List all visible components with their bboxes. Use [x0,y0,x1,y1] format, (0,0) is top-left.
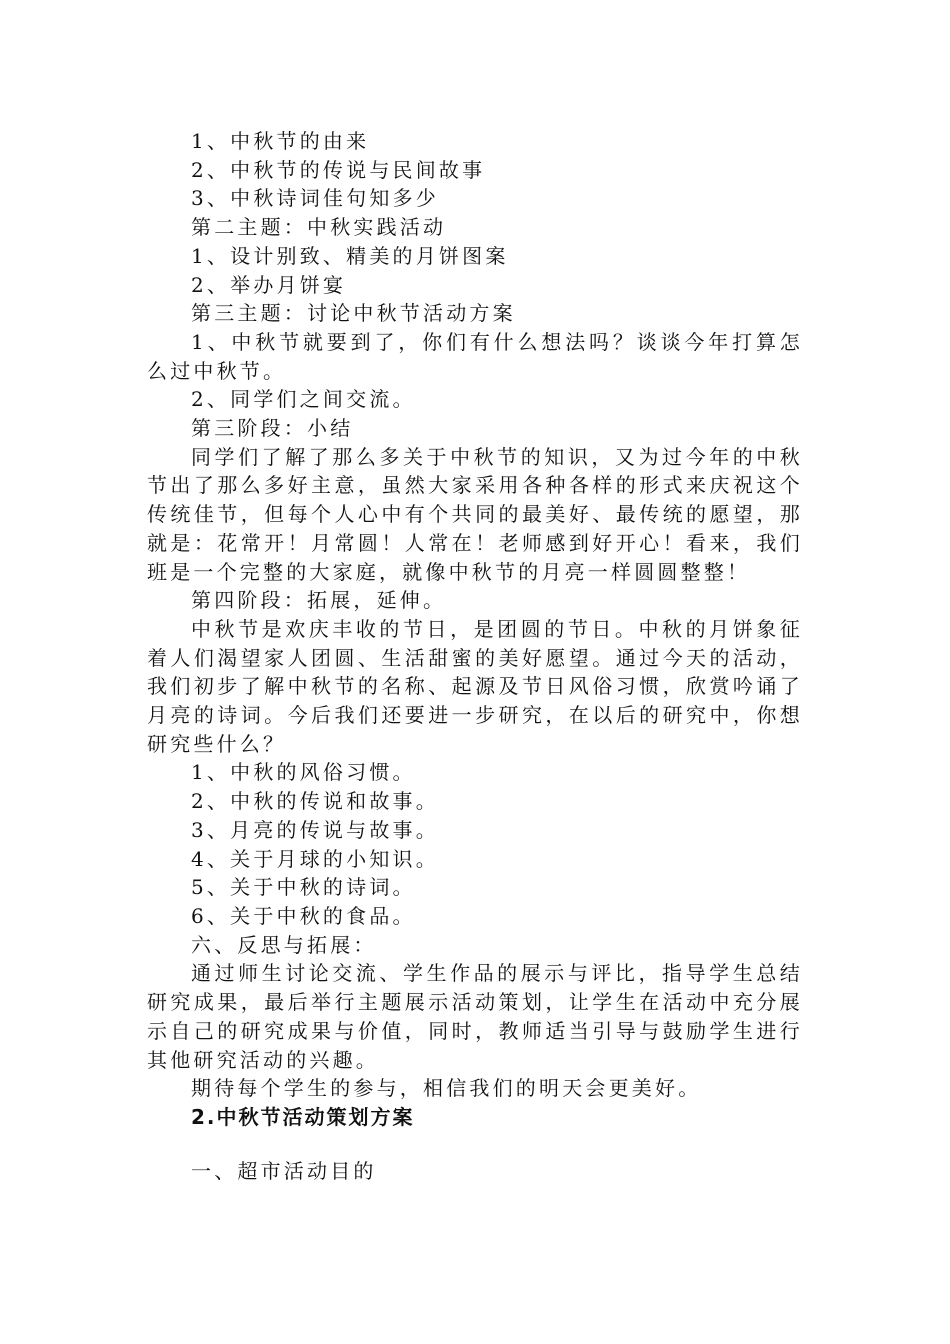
list-item: 2、中秋节的传说与民间故事 [191,157,486,182]
list-item: 2、举办月饼宴 [191,272,347,297]
list-item: 3、中秋诗词佳句知多少 [191,186,439,211]
list-item: 6、关于中秋的食品。 [191,903,416,928]
section-first-item: 一、超市活动目的 [191,1158,377,1183]
stage-heading: 第四阶段：拓展，延伸。 [191,588,447,613]
body-paragraph: 中秋节是欢庆丰收的节日，是团圆的节日。中秋的月饼象征着人们渴望家人团圆、生活甜蜜的美好愿望。通过今天的活动，我们初步了解中秋节的名称、起源及节日风俗习惯，欣赏吟诵了月亮的诗词。今后我们还要进一步研究，在以后的研究中，你想研究些什么？ [147,616,803,756]
stage-heading: 第三阶段：小结 [191,416,354,441]
list-item: 3、月亮的传说与故事。 [191,817,439,842]
section-subheading: 六、反思与拓展： [191,932,377,957]
list-item: 1、中秋节就要到了，你们有什么想法吗？谈谈今年打算怎么过中秋节。 [147,329,803,383]
document-body [147,127,803,1185]
body-paragraph: 期待每个学生的参与，相信我们的明天会更美好。 [191,1076,702,1101]
list-item: 1、中秋的风俗习惯。 [191,760,416,785]
list-item: 2、中秋的传说和故事。 [191,789,439,814]
list-item: 5、关于中秋的诗词。 [191,875,416,900]
list-item: 1、中秋节的由来 [191,129,370,153]
list-item: 2、同学们之间交流。 [191,387,416,412]
body-paragraph: 通过师生讨论交流、学生作品的展示与评比，指导学生总结研究成果，最后举行主题展示活动策划，让学生在活动中充分展示自己的研究成果与价值，同时，教师适当引导与鼓励学生进行其他研究活动的兴趣。 [147,961,803,1072]
list-item: 4、关于月球的小知识。 [191,846,439,871]
subtopic-heading: 第三主题：讨论中秋节活动方案 [191,301,516,326]
subtopic-heading: 第二主题：中秋实践活动 [191,215,447,240]
list-item: 1、设计别致、精美的月饼图案 [191,243,509,268]
section-heading: 2.中秋节活动策划方案 [191,1104,415,1129]
body-paragraph: 同学们了解了那么多关于中秋节的知识，又为过今年的中秋节出了那么多好主意，虽然大家采用各种各样的形式来庆祝这个传统佳节，但每个人心中有个共同的最美好、最传统的愿望，那就是：花常开！月常圆！人常在！老师感到好开心！看来，我们班是一个完整的大家庭，就像中秋节的月亮一样圆圆整整！ [147,444,803,584]
